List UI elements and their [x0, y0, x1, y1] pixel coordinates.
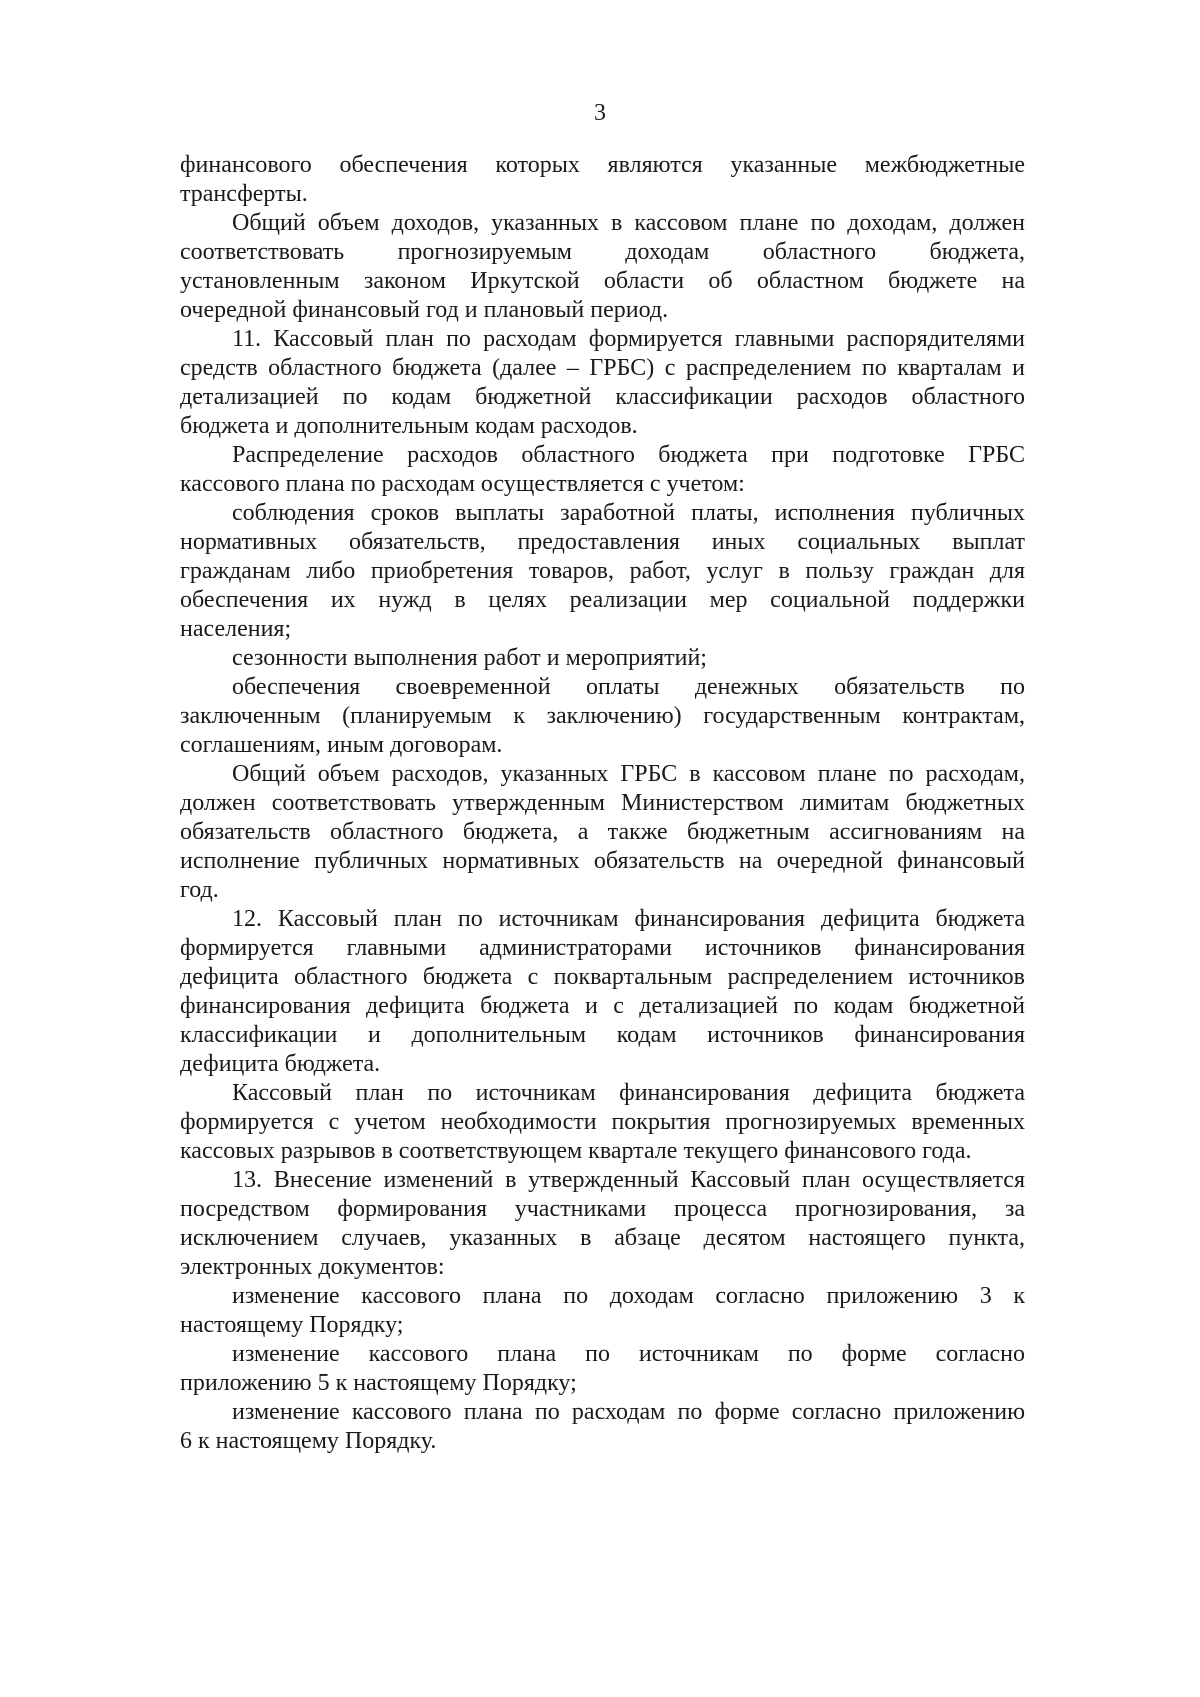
text-line: настоящему Порядку; [180, 1312, 404, 1338]
text-line: установленным законом Иркутской области об областном бюджете на [180, 268, 1025, 294]
text-line: исполнение публичных нормативных обязательств на очередной финансовый [180, 848, 1025, 874]
document-body [180, 151, 1025, 1456]
text-line: детализацией по кодам бюджетной классификации расходов областного [180, 384, 1025, 410]
text-line: соответствовать прогнозируемым доходам областного бюджета, [180, 239, 1025, 265]
text-line: формируется главными администраторами источников финансирования [180, 935, 1025, 961]
text-line: 12. Кассовый план по источникам финансирования дефицита бюджета [232, 906, 1025, 932]
text-line: средств областного бюджета (далее – ГРБС) с распределением по кварталам и [180, 355, 1025, 381]
page-number: 3 [594, 100, 606, 126]
text-line: изменение кассового плана по доходам согласно приложению 3 к [232, 1283, 1025, 1309]
text-line: заключенным (планируемым к заключению) государственным контрактам, [180, 703, 1025, 729]
paragraph [180, 209, 1025, 325]
text-line: дефицита областного бюджета с поквартальным распределением источников [180, 964, 1025, 990]
text-line: обеспечения их нужд в целях реализации мер социальной поддержки [180, 587, 1025, 613]
text-line: электронных документов: [180, 1254, 445, 1280]
paragraph [180, 441, 1025, 499]
paragraph [180, 151, 1025, 209]
text-line: Общий объем доходов, указанных в кассовом плане по доходам, должен [232, 210, 1025, 236]
text-line: очередной финансовый год и плановый период. [180, 297, 669, 323]
text-line: год. [180, 877, 219, 903]
text-line: населения; [180, 616, 292, 642]
text-line: финансирования дефицита бюджета и с детализацией по кодам бюджетной [180, 993, 1025, 1019]
text-line: гражданам либо приобретения товаров, работ, услуг в пользу граждан для [180, 558, 1025, 584]
paragraph [180, 760, 1025, 905]
text-line: изменение кассового плана по источникам по форме согласно [232, 1341, 1025, 1367]
paragraph [180, 644, 1025, 673]
text-line: приложению 5 к настоящему Порядку; [180, 1370, 577, 1396]
text-line: обеспечения своевременной оплаты денежных обязательств по [232, 674, 1025, 700]
text-line: финансового обеспечения которых являются указанные межбюджетные [180, 152, 1025, 178]
text-line: должен соответствовать утвержденным Министерством лимитам бюджетных [180, 790, 1025, 816]
text-line: трансферты. [180, 181, 308, 207]
paragraph [180, 325, 1025, 441]
paragraph [180, 1079, 1025, 1166]
text-line: кассового плана по расходам осуществляется с учетом: [180, 471, 745, 497]
paragraph [180, 1398, 1025, 1456]
paragraph [180, 673, 1025, 760]
paragraph [180, 499, 1025, 644]
text-line: 13. Внесение изменений в утвержденный Кассовый план осуществляется [232, 1167, 1025, 1193]
text-line: Общий объем расходов, указанных ГРБС в кассовом плане по расходам, [232, 761, 1025, 787]
paragraph [180, 1282, 1025, 1340]
text-line: 11. Кассовый план по расходам формируется главными распорядителями [232, 326, 1025, 352]
text-line: соблюдения сроков выплаты заработной платы, исполнения публичных [232, 500, 1025, 526]
text-line: 6 к настоящему Порядку. [180, 1428, 437, 1454]
text-line: классификации и дополнительным кодам источников финансирования [180, 1022, 1025, 1048]
text-line: бюджета и дополнительным кодам расходов. [180, 413, 638, 439]
text-line: сезонности выполнения работ и мероприятий; [232, 645, 707, 671]
text-line: дефицита бюджета. [180, 1051, 381, 1077]
text-line: формируется с учетом необходимости покрытия прогнозируемых временных [180, 1109, 1025, 1135]
text-line: изменение кассового плана по расходам по форме согласно приложению [232, 1399, 1025, 1425]
paragraph [180, 1340, 1025, 1398]
text-line: Распределение расходов областного бюджета при подготовке ГРБС [232, 442, 1025, 468]
text-line: посредством формирования участниками процесса прогнозирования, за [180, 1196, 1025, 1222]
text-line: кассовых разрывов в соответствующем квартале текущего финансового года. [180, 1138, 972, 1164]
text-line: исключением случаев, указанных в абзаце десятом настоящего пункта, [180, 1225, 1025, 1251]
text-line: нормативных обязательств, предоставления иных социальных выплат [180, 529, 1025, 555]
text-line: соглашениям, иным договорам. [180, 732, 503, 758]
text-line: Кассовый план по источникам финансирования дефицита бюджета [232, 1080, 1025, 1106]
text-line: обязательств областного бюджета, а также бюджетным ассигнованиям на [180, 819, 1025, 845]
paragraph [180, 1166, 1025, 1282]
paragraph [180, 905, 1025, 1079]
